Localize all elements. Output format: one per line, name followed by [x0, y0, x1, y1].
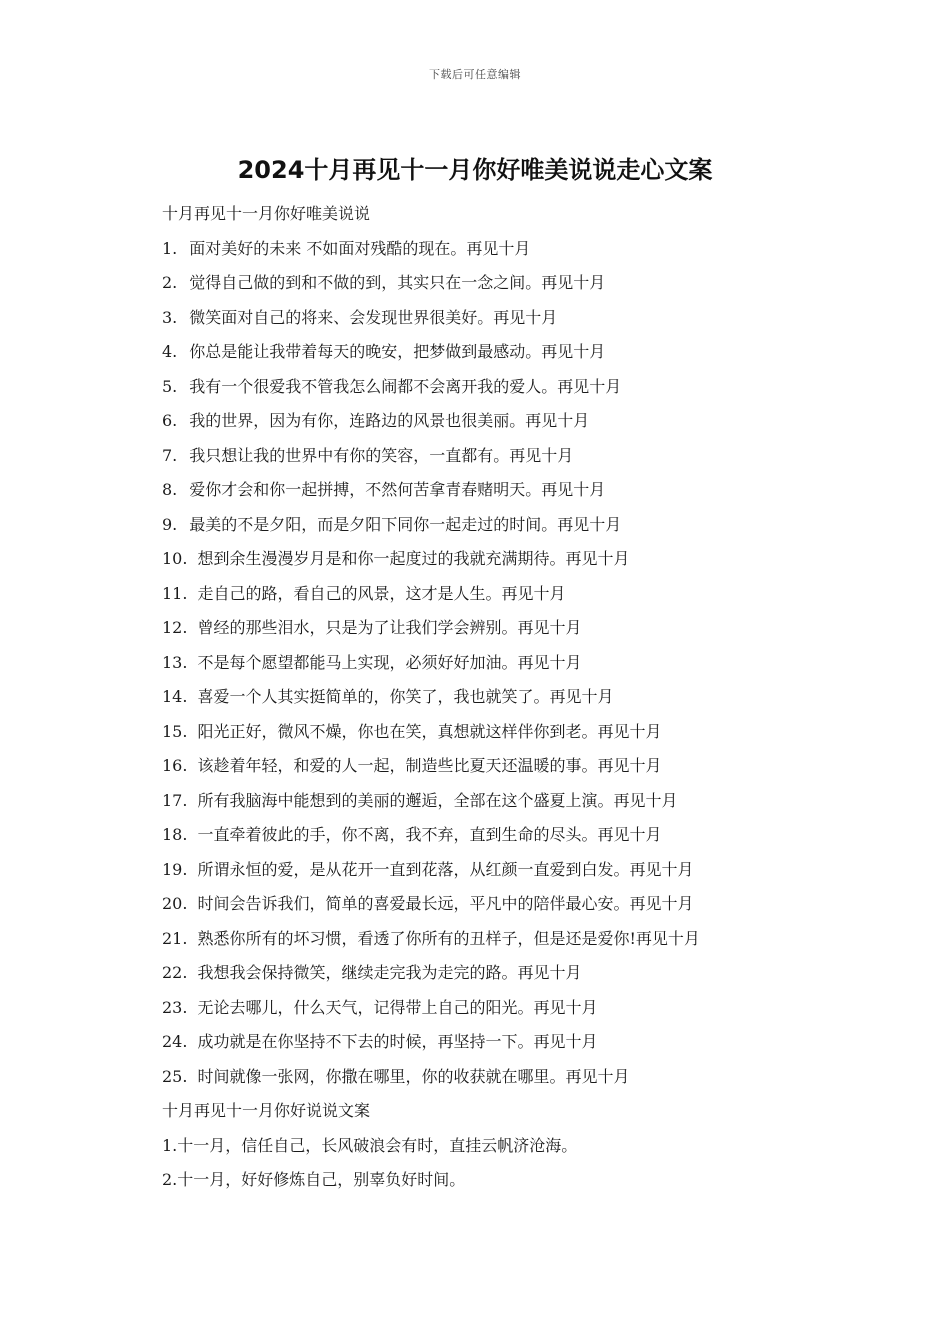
list-item-text: 我的世界，因为有你，连路边的风景也很美丽。再见十月	[189, 411, 590, 430]
list-item	[162, 922, 842, 957]
list-item	[162, 266, 842, 301]
list-item-text: 无论去哪儿，什么天气，记得带上自己的阳光。再见十月	[197, 997, 598, 1017]
list-item-number: 5.	[162, 376, 178, 396]
list-item-number: 4.	[162, 342, 178, 361]
list-item-text: 走自己的路，看自己的风景，这才是人生。再见十月	[197, 583, 566, 603]
list-item-number: 11.	[162, 583, 188, 603]
list-item	[162, 370, 842, 405]
list-item-text: 该趁着年轻，和爱的人一起，制造些比夏天还温暖的事。再见十月	[197, 756, 662, 775]
list-item	[162, 991, 842, 1026]
list-item-text: 面对美好的未来 不如面对残酷的现在。再见十月	[189, 238, 531, 258]
list-item	[162, 680, 842, 715]
list-item	[162, 749, 842, 784]
list-item	[162, 577, 842, 612]
list-item-number: 19.	[162, 859, 188, 879]
list-item-text: 十一月，好好修炼自己，别辜负好时间。	[177, 1170, 466, 1189]
list-item-text: 时间就像一张网，你撒在哪里，你的收获就在哪里。再见十月	[197, 1066, 630, 1086]
list-item-text: 最美的不是夕阳，而是夕阳下同你一起走过的时间。再见十月	[189, 514, 622, 534]
document-title: 2024十月再见十一月你好唯美说说走心文案	[237, 156, 713, 184]
list-item-number: 20.	[162, 894, 188, 913]
list-item	[162, 508, 842, 543]
list-item-text: 觉得自己做的到和不做的到，其实只在一念之间。再见十月	[189, 273, 606, 292]
list-item	[162, 404, 842, 439]
list-item-text: 曾经的那些泪水，只是为了让我们学会辨别。再见十月	[197, 618, 582, 637]
document-body	[162, 197, 842, 1198]
list-item-number: 13.	[162, 652, 188, 672]
list-item	[162, 335, 842, 370]
list-item-number: 18.	[162, 825, 188, 844]
list-item	[162, 887, 842, 922]
list-item-number: 8.	[162, 480, 178, 499]
list-item-text: 成功就是在你坚持不下去的时候，再坚持一下。再见十月	[197, 1032, 598, 1051]
quote-list-1	[162, 232, 842, 1095]
list-item	[162, 439, 842, 474]
section-heading-2: 十月再见十一月你好说说文案	[162, 1101, 371, 1120]
list-item-number: 7.	[162, 445, 178, 465]
list-item-number: 3.	[162, 307, 178, 327]
list-item-text: 想到余生漫漫岁月是和你一起度过的我就充满期待。再见十月	[197, 549, 630, 568]
list-item-number: 14.	[162, 687, 188, 706]
list-item	[162, 1129, 842, 1164]
list-item-number: 16.	[162, 756, 188, 775]
list-item-text: 一直牵着彼此的手，你不离，我不弃，直到生命的尽头。再见十月	[197, 825, 662, 844]
list-item-number: 10.	[162, 549, 188, 568]
list-item-number: 22.	[162, 963, 188, 982]
list-item-text: 微笑面对自己的将来、会发现世界很美好。再见十月	[189, 307, 558, 327]
list-item-text: 我有一个很爱我不管我怎么闹都不会离开我的爱人。再见十月	[189, 376, 622, 396]
list-item-number: 1.	[162, 238, 178, 258]
list-item-number: 25.	[162, 1066, 188, 1086]
list-item-text: 时间会告诉我们，简单的喜爱最长远，平凡中的陪伴最心安。再见十月	[197, 894, 694, 913]
list-item	[162, 1060, 842, 1095]
list-item	[162, 542, 842, 577]
list-item	[162, 232, 842, 267]
list-item-number: 2.	[162, 273, 178, 292]
list-item-number: 12.	[162, 618, 188, 637]
list-item-number: 1.	[162, 1135, 178, 1155]
list-item	[162, 473, 842, 508]
list-item-text: 熟悉你所有的坏习惯，看透了你所有的丑样子，但是还是爱你!再见十月	[197, 928, 700, 948]
list-item-number: 21.	[162, 928, 188, 948]
section-heading-1: 十月再见十一月你好唯美说说	[162, 204, 371, 223]
list-item	[162, 956, 842, 991]
list-item-number: 9.	[162, 514, 178, 534]
list-item-text: 爱你才会和你一起拼搏，不然何苦拿青春赌明天。再见十月	[189, 480, 606, 499]
list-item-number: 17.	[162, 790, 188, 810]
list-item-text: 不是每个愿望都能马上实现，必须好好加油。再见十月	[197, 652, 582, 672]
list-item	[162, 646, 842, 681]
list-item-text: 你总是能让我带着每天的晚安，把梦做到最感动。再见十月	[189, 342, 606, 361]
list-item-number: 15.	[162, 721, 188, 741]
list-item	[162, 818, 842, 853]
list-item	[162, 1163, 842, 1198]
list-item	[162, 853, 842, 888]
quote-list-2	[162, 1129, 842, 1198]
list-item	[162, 784, 842, 819]
list-item	[162, 301, 842, 336]
list-item-number: 6.	[162, 411, 178, 430]
list-item	[162, 611, 842, 646]
page-header-note: 下载后可任意编辑	[429, 68, 521, 81]
list-item-number: 24.	[162, 1032, 188, 1051]
list-item-text: 所谓永恒的爱，是从花开一直到花落，从红颜一直爱到白发。再见十月	[197, 859, 694, 879]
list-item-number: 2.	[162, 1170, 178, 1189]
list-item-text: 我只想让我的世界中有你的笑容，一直都有。再见十月	[189, 445, 574, 465]
list-item-text: 阳光正好，微风不燥，你也在笑，真想就这样伴你到老。再见十月	[197, 721, 662, 741]
list-item	[162, 1025, 842, 1060]
list-item-text: 喜爱一个人其实挺简单的，你笑了，我也就笑了。再见十月	[197, 687, 614, 706]
list-item-text: 十一月，信任自己，长风破浪会有时，直挂云帆济沧海。	[177, 1135, 578, 1155]
list-item-text: 所有我脑海中能想到的美丽的邂逅，全部在这个盛夏上演。再见十月	[197, 790, 678, 810]
list-item-number: 23.	[162, 997, 188, 1017]
list-item-text: 我想我会保持微笑，继续走完我为走完的路。再见十月	[197, 963, 582, 982]
list-item	[162, 715, 842, 750]
